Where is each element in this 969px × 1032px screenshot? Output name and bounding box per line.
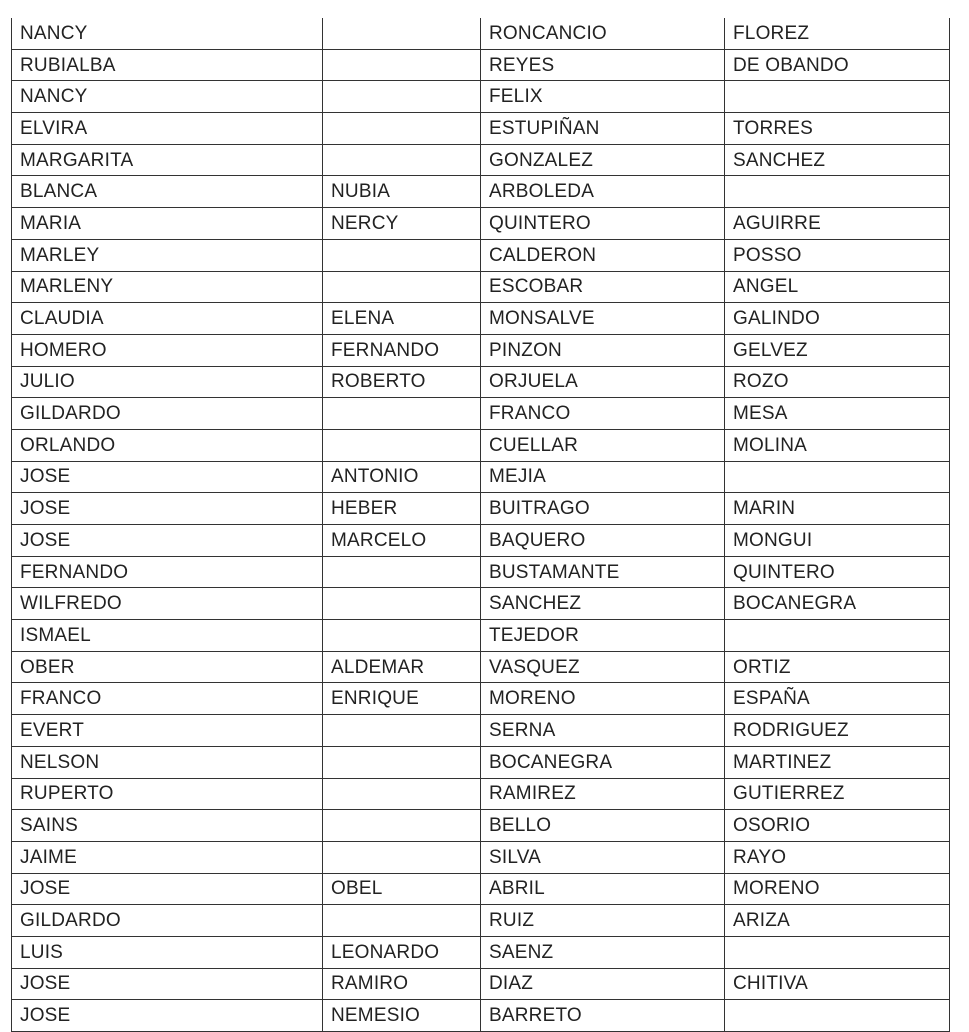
- second-surname-cell: RODRIGUEZ: [725, 715, 950, 747]
- middle-name-cell: ELENA: [323, 303, 481, 335]
- first-surname-cell: VASQUEZ: [481, 651, 725, 683]
- middle-name-cell: LEONARDO: [323, 936, 481, 968]
- first-name-cell: JOSE: [12, 525, 323, 557]
- first-surname-cell: BELLO: [481, 810, 725, 842]
- middle-name-cell: [323, 841, 481, 873]
- first-surname-cell: PINZON: [481, 334, 725, 366]
- first-name-cell: LUIS: [12, 936, 323, 968]
- second-surname-cell: ORTIZ: [725, 651, 950, 683]
- table-row: [12, 398, 950, 430]
- first-surname-cell: BAQUERO: [481, 525, 725, 557]
- second-surname-cell: [725, 620, 950, 652]
- first-name-cell: NANCY: [12, 18, 323, 49]
- second-surname-cell: MESA: [725, 398, 950, 430]
- middle-name-cell: RAMIRO: [323, 968, 481, 1000]
- second-surname-cell: AGUIRRE: [725, 208, 950, 240]
- first-surname-cell: RUIZ: [481, 905, 725, 937]
- first-surname-cell: CALDERON: [481, 239, 725, 271]
- second-surname-cell: ARIZA: [725, 905, 950, 937]
- table-row: [12, 651, 950, 683]
- second-surname-cell: [725, 1000, 950, 1032]
- middle-name-cell: [323, 49, 481, 81]
- second-surname-cell: [725, 176, 950, 208]
- middle-name-cell: ALDEMAR: [323, 651, 481, 683]
- table-row: [12, 144, 950, 176]
- second-surname-cell: MARTINEZ: [725, 746, 950, 778]
- middle-name-cell: [323, 556, 481, 588]
- first-name-cell: RUPERTO: [12, 778, 323, 810]
- first-surname-cell: ESTUPIÑAN: [481, 113, 725, 145]
- first-name-cell: JULIO: [12, 366, 323, 398]
- first-name-cell: MARGARITA: [12, 144, 323, 176]
- first-name-cell: HOMERO: [12, 334, 323, 366]
- second-surname-cell: QUINTERO: [725, 556, 950, 588]
- table-row: [12, 18, 950, 49]
- middle-name-cell: [323, 429, 481, 461]
- second-surname-cell: GELVEZ: [725, 334, 950, 366]
- middle-name-cell: [323, 18, 481, 49]
- second-surname-cell: DE OBANDO: [725, 49, 950, 81]
- first-name-cell: MARIA: [12, 208, 323, 240]
- table-row: [12, 1000, 950, 1032]
- first-surname-cell: SILVA: [481, 841, 725, 873]
- middle-name-cell: ENRIQUE: [323, 683, 481, 715]
- first-surname-cell: TEJEDOR: [481, 620, 725, 652]
- first-surname-cell: DIAZ: [481, 968, 725, 1000]
- first-surname-cell: RONCANCIO: [481, 18, 725, 49]
- second-surname-cell: MARIN: [725, 493, 950, 525]
- second-surname-cell: ESPAÑA: [725, 683, 950, 715]
- first-name-cell: FRANCO: [12, 683, 323, 715]
- middle-name-cell: [323, 905, 481, 937]
- first-name-cell: GILDARDO: [12, 398, 323, 430]
- first-surname-cell: MONSALVE: [481, 303, 725, 335]
- table-row: [12, 525, 950, 557]
- middle-name-cell: [323, 778, 481, 810]
- first-surname-cell: BUITRAGO: [481, 493, 725, 525]
- first-name-cell: WILFREDO: [12, 588, 323, 620]
- table-row: [12, 556, 950, 588]
- first-name-cell: MARLENY: [12, 271, 323, 303]
- table-row: [12, 905, 950, 937]
- first-name-cell: CLAUDIA: [12, 303, 323, 335]
- second-surname-cell: RAYO: [725, 841, 950, 873]
- middle-name-cell: NUBIA: [323, 176, 481, 208]
- first-name-cell: MARLEY: [12, 239, 323, 271]
- table-row: [12, 620, 950, 652]
- middle-name-cell: NERCY: [323, 208, 481, 240]
- table-row: [12, 81, 950, 113]
- second-surname-cell: ROZO: [725, 366, 950, 398]
- table-row: [12, 841, 950, 873]
- first-surname-cell: REYES: [481, 49, 725, 81]
- table-row: [12, 208, 950, 240]
- second-surname-cell: MOLINA: [725, 429, 950, 461]
- middle-name-cell: FERNANDO: [323, 334, 481, 366]
- table-row: [12, 968, 950, 1000]
- first-name-cell: OBER: [12, 651, 323, 683]
- names-table-body: [12, 18, 950, 1032]
- first-name-cell: BLANCA: [12, 176, 323, 208]
- middle-name-cell: [323, 746, 481, 778]
- second-surname-cell: [725, 936, 950, 968]
- table-row: [12, 429, 950, 461]
- first-surname-cell: SAENZ: [481, 936, 725, 968]
- first-surname-cell: RAMIREZ: [481, 778, 725, 810]
- table-row: [12, 715, 950, 747]
- first-name-cell: FERNANDO: [12, 556, 323, 588]
- middle-name-cell: OBEL: [323, 873, 481, 905]
- first-name-cell: SAINS: [12, 810, 323, 842]
- table-row: [12, 778, 950, 810]
- first-name-cell: JOSE: [12, 493, 323, 525]
- first-name-cell: ELVIRA: [12, 113, 323, 145]
- middle-name-cell: [323, 588, 481, 620]
- first-name-cell: JOSE: [12, 1000, 323, 1032]
- first-surname-cell: BUSTAMANTE: [481, 556, 725, 588]
- first-surname-cell: GONZALEZ: [481, 144, 725, 176]
- middle-name-cell: ANTONIO: [323, 461, 481, 493]
- first-name-cell: ORLANDO: [12, 429, 323, 461]
- second-surname-cell: SANCHEZ: [725, 144, 950, 176]
- first-surname-cell: ORJUELA: [481, 366, 725, 398]
- first-name-cell: NELSON: [12, 746, 323, 778]
- first-surname-cell: BARRETO: [481, 1000, 725, 1032]
- second-surname-cell: GALINDO: [725, 303, 950, 335]
- table-row: [12, 113, 950, 145]
- middle-name-cell: [323, 620, 481, 652]
- table-row: [12, 936, 950, 968]
- middle-name-cell: [323, 81, 481, 113]
- middle-name-cell: [323, 113, 481, 145]
- table-row: [12, 493, 950, 525]
- table-row: [12, 873, 950, 905]
- table-row: [12, 176, 950, 208]
- first-surname-cell: ABRIL: [481, 873, 725, 905]
- first-surname-cell: FELIX: [481, 81, 725, 113]
- second-surname-cell: MORENO: [725, 873, 950, 905]
- first-surname-cell: MORENO: [481, 683, 725, 715]
- first-name-cell: JOSE: [12, 461, 323, 493]
- table-row: [12, 49, 950, 81]
- first-surname-cell: SANCHEZ: [481, 588, 725, 620]
- first-surname-cell: SERNA: [481, 715, 725, 747]
- first-surname-cell: ESCOBAR: [481, 271, 725, 303]
- second-surname-cell: MONGUI: [725, 525, 950, 557]
- first-surname-cell: MEJIA: [481, 461, 725, 493]
- table-row: [12, 810, 950, 842]
- table-row: [12, 334, 950, 366]
- table-row: [12, 683, 950, 715]
- table-row: [12, 461, 950, 493]
- second-surname-cell: [725, 461, 950, 493]
- first-name-cell: EVERT: [12, 715, 323, 747]
- first-name-cell: NANCY: [12, 81, 323, 113]
- second-surname-cell: CHITIVA: [725, 968, 950, 1000]
- table-row: [12, 271, 950, 303]
- middle-name-cell: [323, 398, 481, 430]
- first-surname-cell: ARBOLEDA: [481, 176, 725, 208]
- middle-name-cell: [323, 271, 481, 303]
- first-name-cell: JAIME: [12, 841, 323, 873]
- middle-name-cell: [323, 715, 481, 747]
- first-surname-cell: QUINTERO: [481, 208, 725, 240]
- second-surname-cell: BOCANEGRA: [725, 588, 950, 620]
- names-table: [11, 18, 950, 1032]
- table-row: [12, 746, 950, 778]
- second-surname-cell: OSORIO: [725, 810, 950, 842]
- middle-name-cell: [323, 810, 481, 842]
- middle-name-cell: MARCELO: [323, 525, 481, 557]
- table-row: [12, 588, 950, 620]
- middle-name-cell: NEMESIO: [323, 1000, 481, 1032]
- first-name-cell: GILDARDO: [12, 905, 323, 937]
- first-name-cell: JOSE: [12, 873, 323, 905]
- first-name-cell: JOSE: [12, 968, 323, 1000]
- second-surname-cell: ANGEL: [725, 271, 950, 303]
- table-row: [12, 366, 950, 398]
- second-surname-cell: FLOREZ: [725, 18, 950, 49]
- middle-name-cell: [323, 144, 481, 176]
- middle-name-cell: HEBER: [323, 493, 481, 525]
- table-row: [12, 239, 950, 271]
- second-surname-cell: GUTIERREZ: [725, 778, 950, 810]
- first-name-cell: ISMAEL: [12, 620, 323, 652]
- first-surname-cell: FRANCO: [481, 398, 725, 430]
- table-row: [12, 303, 950, 335]
- second-surname-cell: POSSO: [725, 239, 950, 271]
- second-surname-cell: [725, 81, 950, 113]
- middle-name-cell: ROBERTO: [323, 366, 481, 398]
- middle-name-cell: [323, 239, 481, 271]
- first-surname-cell: BOCANEGRA: [481, 746, 725, 778]
- second-surname-cell: TORRES: [725, 113, 950, 145]
- first-surname-cell: CUELLAR: [481, 429, 725, 461]
- first-name-cell: RUBIALBA: [12, 49, 323, 81]
